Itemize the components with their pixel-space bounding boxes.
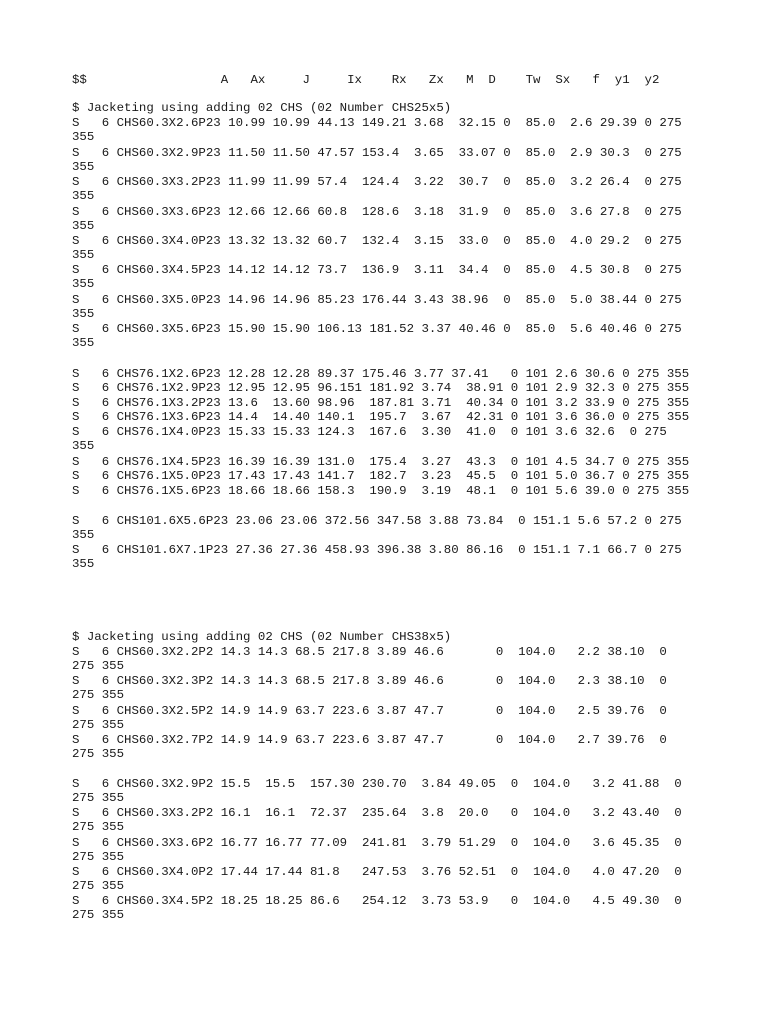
data-line: S 6 CHS76.1X3.6P23 14.4 14.40 140.1 195.7 3.67 42.31 0 101 3.6 36.0 0 275 355: [72, 410, 690, 424]
data-line: 355: [72, 219, 95, 233]
data-line: 355: [72, 189, 95, 203]
data-line: 275 355: [72, 850, 125, 864]
data-line: S 6 CHS76.1X5.6P23 18.66 18.66 158.3 190.9 3.19 48.1 0 101 5.6 39.0 0 275 355: [72, 484, 690, 498]
data-line: S 6 CHS76.1X2.6P23 12.28 12.28 89.37 175.46 3.77 37.41 0 101 2.6 30.6 0 275 355: [72, 367, 690, 381]
data-line: S 6 CHS60.3X2.2P2 14.3 14.3 68.5 217.8 3.89 46.6 0 104.0 2.2 38.10 0: [72, 645, 667, 659]
data-line: S 6 CHS101.6X5.6P23 23.06 23.06 372.56 347.58 3.88 73.84 0 151.1 5.6 57.2 0 275: [72, 514, 682, 528]
data-line: S 6 CHS60.3X2.9P23 11.50 11.50 47.57 153.4 3.65 33.07 0 85.0 2.9 30.3 0 275: [72, 146, 682, 160]
data-line: S 6 CHS76.1X2.9P23 12.95 12.95 96.151 181.92 3.74 38.91 0 101 2.9 32.3 0 275 355: [72, 381, 690, 395]
data-line: 355: [72, 557, 95, 571]
data-line: S 6 CHS76.1X5.0P23 17.43 17.43 141.7 182.7 3.23 45.5 0 101 5.0 36.7 0 275 355: [72, 469, 690, 483]
data-line: S 6 CHS60.3X2.5P2 14.9 14.9 63.7 223.6 3.87 47.7 0 104.0 2.5 39.76 0: [72, 704, 667, 718]
data-line: 355: [72, 528, 95, 542]
section-1-title: $ Jacketing using adding 02 CHS (02 Number CHS25x5): [72, 101, 452, 115]
data-line: S 6 CHS60.3X2.7P2 14.9 14.9 63.7 223.6 3.87 47.7 0 104.0 2.7 39.76 0: [72, 733, 667, 747]
data-line: 355: [72, 277, 95, 291]
data-line: 275 355: [72, 747, 125, 761]
data-line: 355: [72, 307, 95, 321]
data-line: 275 355: [72, 688, 125, 702]
data-line: 275 355: [72, 820, 125, 834]
data-line: S 6 CHS60.3X4.5P2 18.25 18.25 86.6 254.12 3.73 53.9 0 104.0 4.5 49.30 0: [72, 894, 682, 908]
data-line: S 6 CHS101.6X7.1P23 27.36 27.36 458.93 396.38 3.80 86.16 0 151.1 7.1 66.7 0 275: [72, 543, 682, 557]
data-line: S 6 CHS76.1X4.5P23 16.39 16.39 131.0 175.4 3.27 43.3 0 101 4.5 34.7 0 275 355: [72, 455, 690, 469]
data-line: 275 355: [72, 791, 125, 805]
data-line: 275 355: [72, 718, 125, 732]
data-line: 355: [72, 160, 95, 174]
data-line: S 6 CHS60.3X3.2P23 11.99 11.99 57.4 124.4 3.22 30.7 0 85.0 3.2 26.4 0 275: [72, 175, 682, 189]
data-line: 275 355: [72, 659, 125, 673]
data-line: S 6 CHS60.3X2.6P23 10.99 10.99 44.13 149.21 3.68 32.15 0 85.0 2.6 29.39 0 275: [72, 116, 682, 130]
data-line: S 6 CHS60.3X3.2P2 16.1 16.1 72.37 235.64 3.8 20.0 0 104.0 3.2 43.40 0: [72, 806, 682, 820]
data-line: S 6 CHS60.3X2.3P2 14.3 14.3 68.5 217.8 3.89 46.6 0 104.0 2.3 38.10 0: [72, 674, 667, 688]
data-line: S 6 CHS76.1X4.0P23 15.33 15.33 124.3 167.6 3.30 41.0 0 101 3.6 32.6 0 275: [72, 425, 667, 439]
data-line: S 6 CHS76.1X3.2P23 13.6 13.60 98.96 187.81 3.71 40.34 0 101 3.2 33.9 0 275 355: [72, 396, 690, 410]
data-line: 275 355: [72, 879, 125, 893]
data-line: S 6 CHS60.3X4.0P23 13.32 13.32 60.7 132.4 3.15 33.0 0 85.0 4.0 29.2 0 275: [72, 234, 682, 248]
column-header-line: $$ A Ax J Ix Rx Zx M D Tw Sx f y1 y2: [72, 73, 660, 87]
data-line: S 6 CHS60.3X4.5P23 14.12 14.12 73.7 136.9 3.11 34.4 0 85.0 4.5 30.8 0 275: [72, 263, 682, 277]
data-line: 275 355: [72, 908, 125, 922]
data-line: S 6 CHS60.3X4.0P2 17.44 17.44 81.8 247.53 3.76 52.51 0 104.0 4.0 47.20 0: [72, 865, 682, 879]
data-line: 355: [72, 248, 95, 262]
data-line: S 6 CHS60.3X2.9P2 15.5 15.5 157.30 230.70 3.84 49.05 0 104.0 3.2 41.88 0: [72, 777, 682, 791]
data-line: 355: [72, 130, 95, 144]
data-line: S 6 CHS60.3X5.6P23 15.90 15.90 106.13 181.52 3.37 40.46 0 85.0 5.6 40.46 0 275: [72, 322, 682, 336]
data-line: 355: [72, 336, 95, 350]
data-line: S 6 CHS60.3X3.6P23 12.66 12.66 60.8 128.6 3.18 31.9 0 85.0 3.6 27.8 0 275: [72, 205, 682, 219]
section-2-title: $ Jacketing using adding 02 CHS (02 Number CHS38x5): [72, 630, 452, 644]
data-line: 355: [72, 439, 95, 453]
data-line: S 6 CHS60.3X3.6P2 16.77 16.77 77.09 241.81 3.79 51.29 0 104.0 3.6 45.35 0: [72, 836, 682, 850]
data-line: S 6 CHS60.3X5.0P23 14.96 14.96 85.23 176.44 3.43 38.96 0 85.0 5.0 38.44 0 275: [72, 293, 682, 307]
